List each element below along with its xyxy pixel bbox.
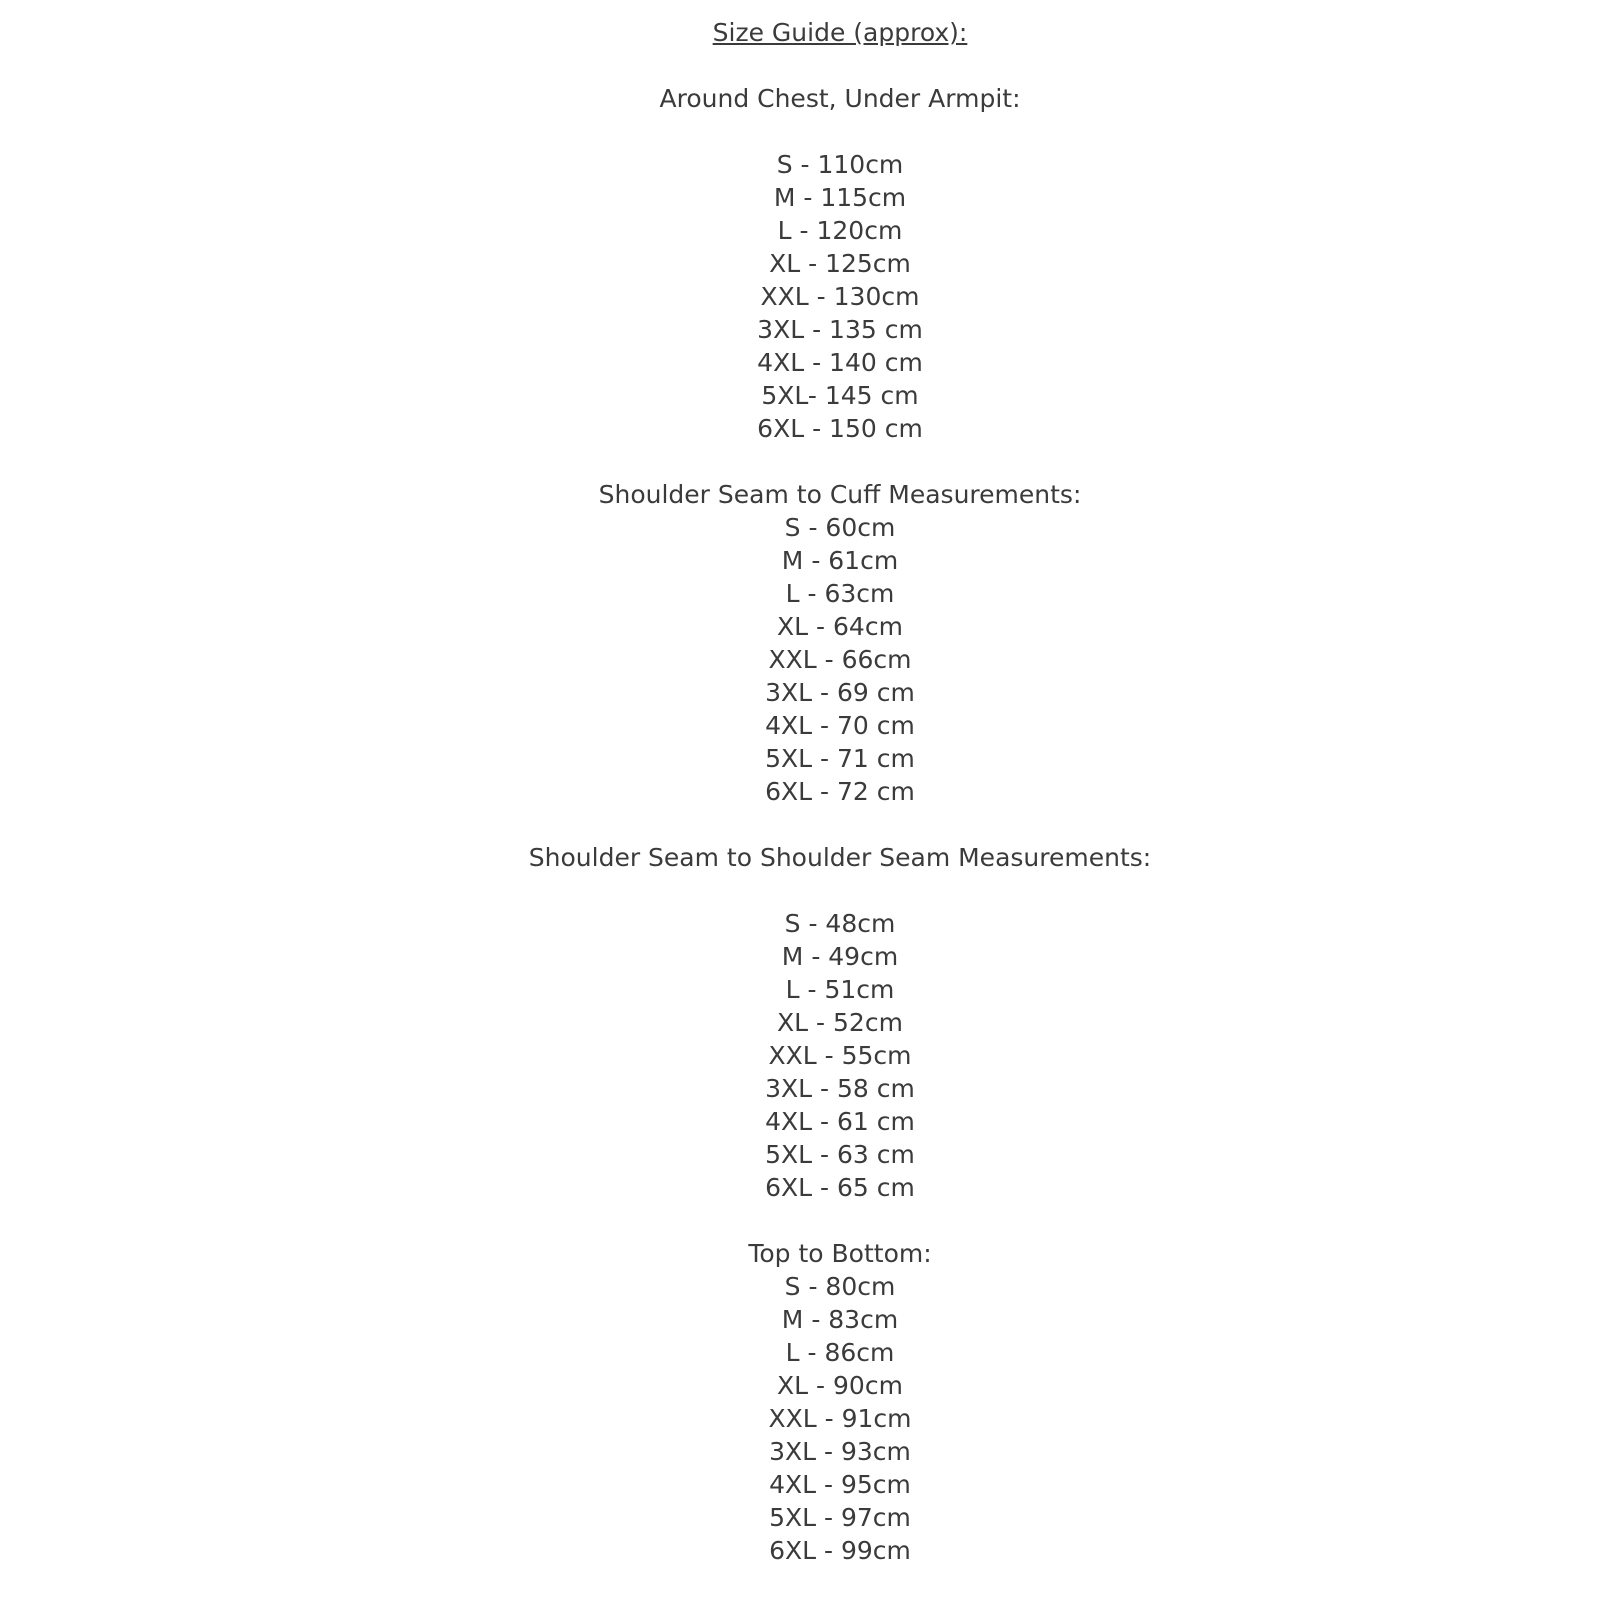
size-measurement-line: 3XL - 69 cm: [765, 678, 915, 707]
size-section: [80, 82, 1600, 445]
size-measurement-line: 4XL - 61 cm: [765, 1107, 915, 1136]
size-measurement-line: M - 49cm: [781, 942, 899, 971]
size-measurement-line: XL - 125cm: [769, 249, 911, 278]
size-measurement-line: XXL - 55cm: [768, 1041, 912, 1070]
size-measurement-line: 5XL - 63 cm: [765, 1140, 915, 1169]
section-heading: Shoulder Seam to Cuff Measurements:: [598, 480, 1082, 509]
size-measurement-line: L - 120cm: [777, 216, 903, 245]
size-measurement-line: 3XL - 58 cm: [765, 1074, 915, 1103]
page-title: Size Guide (approx):: [712, 18, 968, 47]
size-measurement-line: 6XL - 150 cm: [757, 414, 923, 443]
size-measurement-line: 6XL - 99cm: [769, 1536, 911, 1565]
size-measurement-line: 6XL - 65 cm: [765, 1173, 915, 1202]
sections-container: [80, 82, 1600, 1567]
size-measurement-line: 3XL - 93cm: [769, 1437, 911, 1466]
size-measurement-line: 4XL - 95cm: [769, 1470, 911, 1499]
size-measurement-line: L - 51cm: [785, 975, 895, 1004]
size-measurement-line: 5XL- 145 cm: [761, 381, 919, 410]
size-measurement-line: XXL - 91cm: [768, 1404, 912, 1433]
spacer: [80, 115, 1600, 148]
size-measurement-line: S - 80cm: [784, 1272, 896, 1301]
size-measurement-line: 5XL - 97cm: [769, 1503, 911, 1532]
size-section: [80, 1237, 1600, 1567]
size-measurement-line: M - 115cm: [773, 183, 907, 212]
size-section: [80, 841, 1600, 1204]
size-measurement-line: XL - 64cm: [777, 612, 903, 641]
spacer: [80, 49, 1600, 82]
size-measurement-line: 4XL - 70 cm: [765, 711, 915, 740]
size-measurement-line: L - 86cm: [785, 1338, 895, 1367]
size-measurement-line: S - 60cm: [784, 513, 896, 542]
size-measurement-line: 6XL - 72 cm: [765, 777, 915, 806]
size-measurement-line: M - 83cm: [781, 1305, 899, 1334]
size-measurement-line: 4XL - 140 cm: [757, 348, 923, 377]
size-measurement-line: 5XL - 71 cm: [765, 744, 915, 773]
spacer: [80, 874, 1600, 907]
size-measurement-line: S - 48cm: [784, 909, 896, 938]
size-measurement-line: L - 63cm: [785, 579, 895, 608]
size-measurement-line: S - 110cm: [776, 150, 904, 179]
section-heading: Top to Bottom:: [748, 1239, 932, 1268]
size-measurement-line: XXL - 66cm: [768, 645, 912, 674]
size-measurement-line: XXL - 130cm: [760, 282, 920, 311]
section-heading: Around Chest, Under Armpit:: [659, 84, 1021, 113]
size-section: [80, 478, 1600, 808]
size-measurement-line: XL - 90cm: [777, 1371, 903, 1400]
size-measurement-line: XL - 52cm: [777, 1008, 903, 1037]
size-measurement-line: 3XL - 135 cm: [757, 315, 923, 344]
size-measurement-line: M - 61cm: [781, 546, 899, 575]
section-heading: Shoulder Seam to Shoulder Seam Measurements:: [528, 843, 1152, 872]
